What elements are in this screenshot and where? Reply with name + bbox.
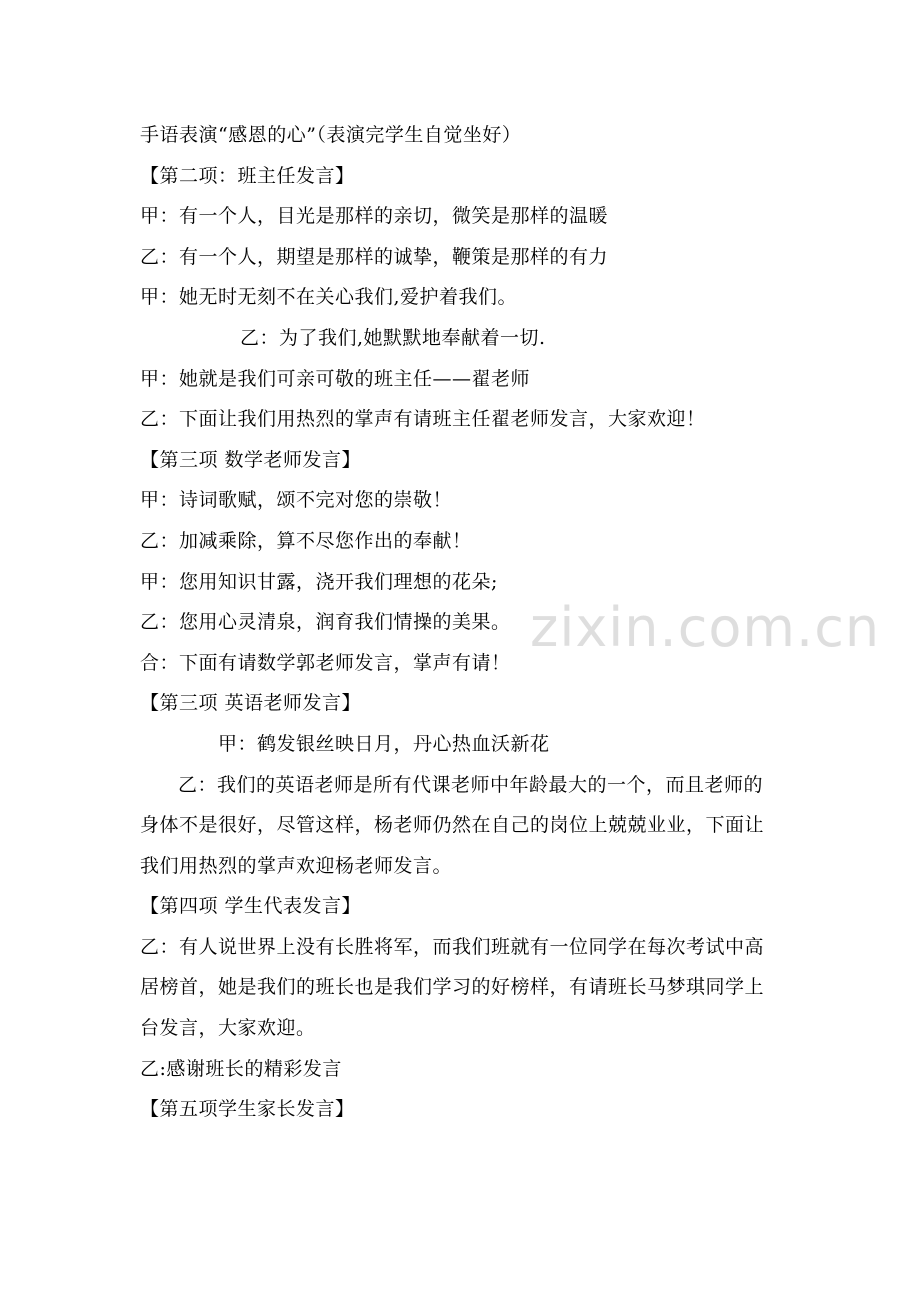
section-heading: 【第三项 数学老师发言】: [140, 448, 362, 471]
dialogue-line: 乙：为了我们,她默默地奉献着一切.: [240, 326, 546, 349]
dialogue-line: 甲：诗词歌赋，颂不完对您的崇敬！: [140, 489, 453, 512]
dialogue-line: 甲：她无时无刻不在关心我们,爱护着我们。: [140, 286, 518, 309]
dialogue-line: 乙：有一个人，期望是那样的诚挚，鞭策是那样的有力: [140, 245, 609, 268]
dialogue-line: 乙：加减乘除，算不尽您作出的奉献！: [140, 529, 472, 552]
dialogue-line: 甲：有一个人，目光是那样的亲切，微笑是那样的温暖: [140, 205, 609, 228]
dialogue-line: 甲：您用知识甘露，浇开我们理想的花朵;: [140, 570, 498, 593]
section-heading: 【第三项 英语老师发言】: [140, 692, 362, 715]
watermark-text: zixin.com.cn: [530, 596, 881, 659]
dialogue-line: 乙:感谢班长的精彩发言: [140, 1057, 342, 1080]
dialogue-line: 乙：您用心灵清泉，润育我们情操的美果。: [140, 611, 511, 634]
dialogue-paragraph: 乙：有人说世界上没有长胜将军，而我们班就有一位同学在每次考试中高居榜首，她是我们的班长也是我们学习的好榜样，有请班长马梦琪同学上台发言，大家欢迎。: [140, 935, 765, 1040]
section-heading: 【第二项：班主任发言】: [140, 164, 355, 187]
performance-line: 手语表演“感恩的心”（表演完学生自觉坐好）: [140, 124, 522, 146]
dialogue-paragraph: 乙：我们的英语老师是所有代课老师中年龄最大的一个，而且老师的身体不是很好，尽管这样，杨老师仍然在自己的岗位上兢兢业业，下面让我们用热烈的掌声欢迎杨老师发言。: [140, 773, 765, 877]
dialogue-line: 乙：下面让我们用热烈的掌声有请班主任翟老师发言，大家欢迎！: [140, 408, 706, 431]
section-heading: 【第五项学生家长发言】: [140, 1098, 355, 1121]
section-heading: 【第四项 学生代表发言】: [140, 895, 362, 918]
dialogue-line: 合：下面有请数学郭老师发言，掌声有请！: [140, 651, 511, 674]
dialogue-line: 甲：她就是我们可亲可敬的班主任——翟老师: [140, 367, 531, 390]
dialogue-line: 甲：鹤发银丝映日月，丹心热血沃新花: [218, 732, 550, 755]
